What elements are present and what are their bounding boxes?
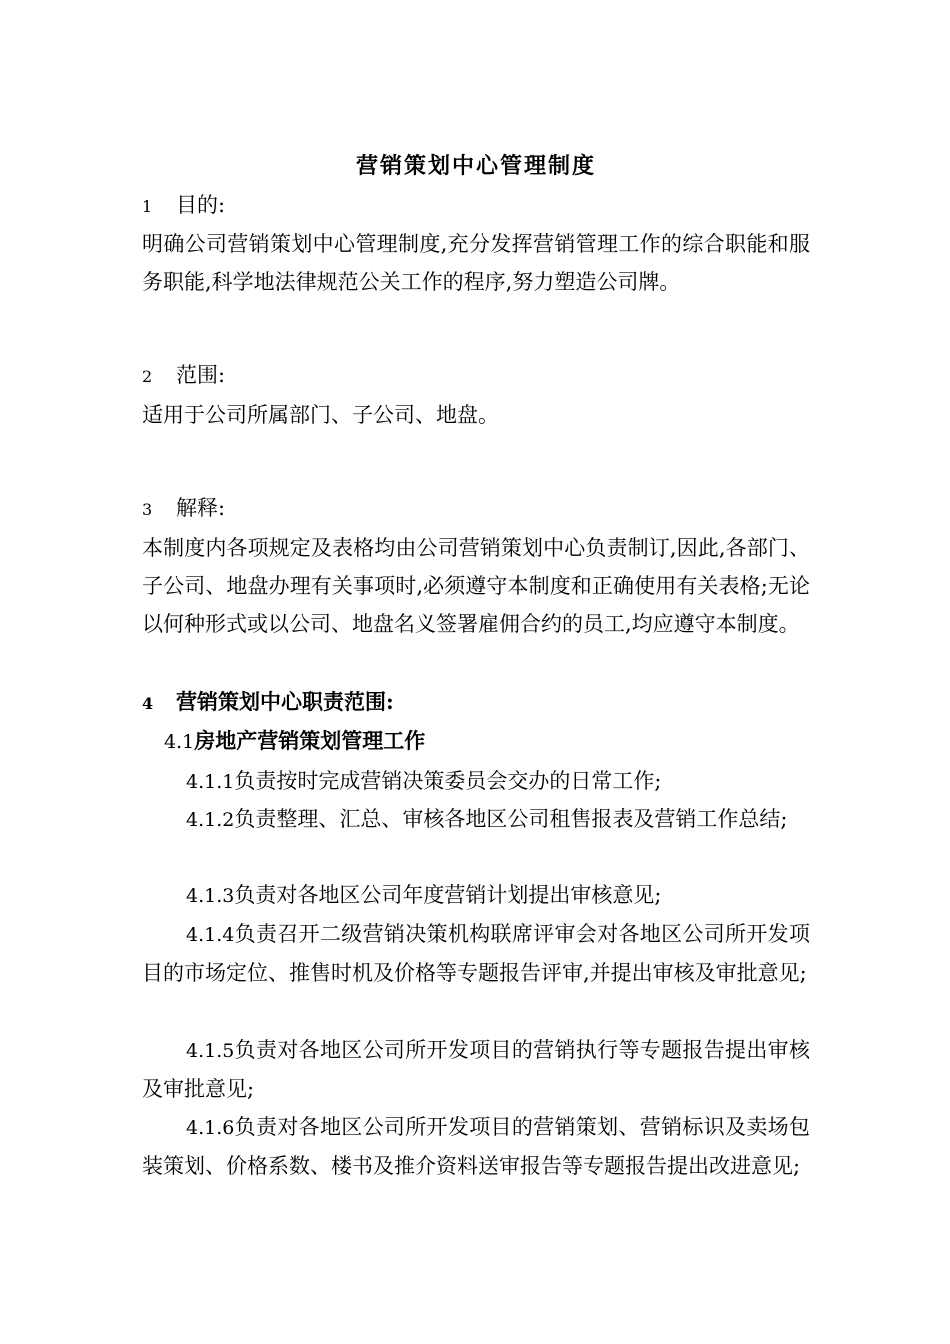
section-paragraph-1: 明确公司营销策划中心管理制度,充分发挥营销管理工作的综合职能和服务职能,科学地法律规范公关工作的程序,努力塑造公司牌。 <box>142 232 810 294</box>
section-paragraph-2: 适用于公司所属部门、子公司、地盘。 <box>142 403 499 427</box>
subsection-number: 4.1 <box>164 731 195 753</box>
section-label: 目的: <box>176 193 226 217</box>
list-item <box>142 915 810 992</box>
list-item <box>142 876 810 915</box>
list-item <box>142 800 810 839</box>
section-label: 营销策划中心职责范围: <box>176 689 394 714</box>
list-item <box>142 1031 810 1108</box>
section-label: 解释: <box>176 496 226 520</box>
section-heading-3 <box>142 490 225 528</box>
item-number: 4.1.3 <box>186 885 235 907</box>
item-number: 4.1.1 <box>186 771 235 793</box>
section-number: 4 <box>142 694 154 713</box>
item-text: 负责召开二级营销决策机构联席评审会对各地区公司所开发项目的市场定位、推售时机及价格等专题报告评审,并提出审核及审批意见; <box>142 922 810 985</box>
item-number: 4.1.2 <box>186 809 235 831</box>
item-text: 负责对各地区公司所开发项目的营销策划、营销标识及卖场包装策划、价格系数、楼书及推介资料送审报告等专题报告提出改进意见; <box>142 1115 810 1178</box>
item-text: 负责整理、汇总、审核各地区公司租售报表及营销工作总结; <box>234 807 788 831</box>
section-heading-2 <box>142 357 225 395</box>
item-number: 4.1.6 <box>186 1117 235 1139</box>
item-text: 负责对各地区公司所开发项目的营销执行等专题报告提出审核及审批意见; <box>142 1038 810 1101</box>
section-label: 范围: <box>176 363 226 387</box>
subsection-heading <box>164 723 425 760</box>
list-item <box>142 1108 810 1185</box>
item-number: 4.1.4 <box>186 924 235 946</box>
subsection-label: 房地产营销策划管理工作 <box>194 728 426 753</box>
section-number: 3 <box>142 500 153 519</box>
section-heading-4 <box>142 684 394 722</box>
item-text: 负责对各地区公司年度营销计划提出审核意见; <box>234 883 662 907</box>
item-text: 负责按时完成营销决策委员会交办的日常工作; <box>234 769 662 793</box>
section-number: 1 <box>142 197 153 216</box>
document-title: 营销策划中心管理制度 <box>355 153 596 179</box>
list-item <box>142 762 810 801</box>
item-number: 4.1.5 <box>186 1040 235 1062</box>
section-paragraph-3: 本制度内各项规定及表格均由公司营销策划中心负责制订,因此,各部门、子公司、地盘办理有关事项时,必须遵守本制度和正确使用有关表格;无论以何种形式或以公司、地盘名义签署雇佣合约的员工,均应遵守本制度。 <box>142 536 810 636</box>
section-heading-1 <box>142 187 225 225</box>
section-number: 2 <box>142 367 153 386</box>
